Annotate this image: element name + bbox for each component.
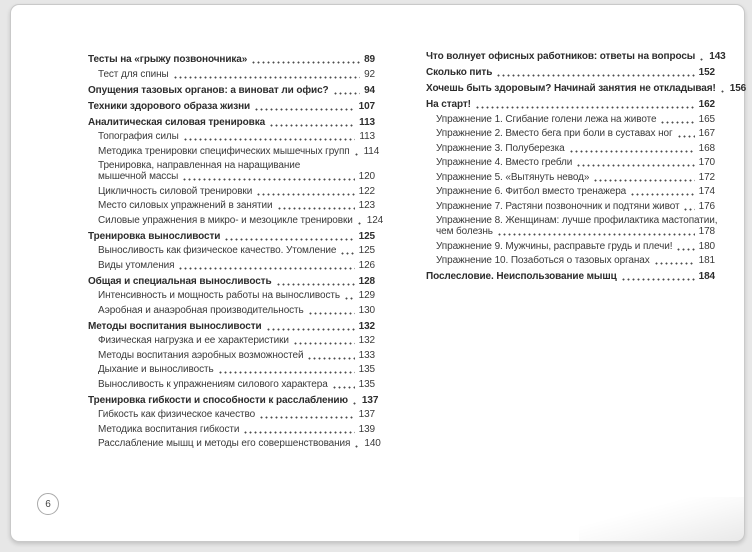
- toc-entry: [426, 157, 715, 168]
- toc-entry-page: 107: [358, 100, 375, 112]
- toc-entry: [88, 214, 384, 226]
- toc-entry: [88, 305, 375, 316]
- toc-entry-title: Методы воспитания выносливости: [88, 320, 262, 332]
- dot-leader: [243, 431, 354, 434]
- toc-entry-title: Тренировка выносливости: [88, 230, 221, 242]
- toc-entry-title: чем болезнь: [436, 226, 493, 237]
- toc-entry-page: 114: [363, 145, 380, 157]
- toc-entry: [426, 271, 715, 282]
- dot-leader: [333, 92, 361, 95]
- toc-entry: [88, 200, 375, 211]
- dot-leader: [569, 150, 695, 153]
- toc-entry-title: Что волнует офисных работников: ответы на вопросы: [426, 51, 696, 62]
- toc-entry: [88, 335, 375, 346]
- toc-entry-page: 167: [698, 128, 715, 139]
- dot-leader: [266, 328, 355, 331]
- toc-entry-title: Виды утомления: [98, 259, 175, 271]
- toc-entry-page: 126: [358, 259, 375, 271]
- dot-leader: [654, 262, 695, 265]
- dot-leader: [277, 207, 355, 210]
- toc-entry-page: 140: [364, 438, 381, 449]
- toc-entry-title: Аналитическая силовая тренировка: [88, 116, 266, 128]
- toc-entry-title: Упражнение 9. Мужчины, расправьте грудь и плечи!: [436, 240, 673, 252]
- toc-entry-page: 137: [361, 394, 379, 406]
- dot-leader: [307, 357, 354, 360]
- toc-entry-page: 123: [358, 200, 375, 211]
- toc-entry: [88, 54, 375, 65]
- toc-entry-title: Тренировка гибкости и способности к расслаблению: [88, 394, 348, 406]
- dot-leader: [251, 61, 360, 64]
- toc-entry-page: 135: [358, 364, 375, 375]
- toc-entry: [88, 131, 375, 142]
- toc-entry: [88, 85, 375, 96]
- toc-entry-title: Упражнение 7. Растяни позвоночник и подтяни живот: [436, 200, 680, 212]
- toc-entry-page: 162: [698, 99, 715, 110]
- toc-entry: [88, 145, 380, 157]
- toc-entry-title: Выносливость к упражнениям силового характера: [98, 378, 328, 390]
- dot-leader: [683, 208, 694, 211]
- toc-entry: [426, 99, 715, 110]
- dot-leader: [332, 386, 355, 389]
- toc-entry-title: Физическая нагрузка и ее характеристики: [98, 335, 289, 346]
- toc-entry-page: 172: [698, 171, 715, 183]
- dot-leader: [660, 121, 694, 124]
- toc-entry-title: Упражнение 3. Полуберезка: [436, 142, 565, 154]
- toc-entry: [88, 409, 375, 420]
- dot-leader: [269, 124, 355, 127]
- toc-entry: [88, 350, 375, 361]
- toc-entry-page: 176: [698, 200, 715, 212]
- dot-leader: [178, 267, 354, 270]
- toc-entry-page: 129: [358, 290, 375, 301]
- toc-entry-title: Цикличность силовой тренировки: [98, 185, 253, 197]
- toc-entry-page: 135: [358, 378, 375, 390]
- toc-entry: [426, 215, 718, 237]
- toc-entry-page: 124: [366, 214, 384, 226]
- toc-entry-title: Силовые упражнения в микро- и мезоцикле тренировки: [98, 214, 353, 226]
- toc-entry-page: 128: [358, 275, 375, 287]
- toc-entry-page: 174: [698, 186, 715, 197]
- toc-entry-page: 125: [358, 245, 375, 256]
- toc-entry-title: Упражнение 8. Женщинам: лучше профилактика мастопатии,: [436, 215, 718, 226]
- toc-left-column: [88, 54, 384, 453]
- dot-leader: [593, 179, 694, 182]
- dot-leader: [183, 138, 356, 141]
- dot-leader: [630, 193, 694, 196]
- toc-entry: [426, 255, 715, 266]
- toc-entry-page: 184: [698, 271, 715, 282]
- toc-entry: [88, 231, 375, 242]
- page-curl-shade: [579, 497, 744, 541]
- toc-entry-page: 125: [358, 230, 375, 242]
- dot-leader: [676, 248, 694, 251]
- dot-leader: [699, 58, 705, 61]
- toc-entry: [88, 276, 375, 287]
- dot-leader: [354, 445, 360, 448]
- dot-leader: [218, 371, 355, 374]
- toc-right-column: [426, 51, 747, 286]
- toc-entry: [88, 290, 375, 301]
- toc-entry: [88, 260, 375, 271]
- toc-entry: [88, 245, 375, 256]
- toc-entry-title: Топография силы: [98, 131, 179, 142]
- toc-entry: [426, 201, 715, 212]
- page-number-badge: [37, 493, 59, 515]
- toc-entry-title: Дыхание и выносливость: [98, 364, 214, 375]
- dot-leader: [173, 76, 360, 79]
- toc-entry: [426, 241, 715, 252]
- toc-entry-title: Хочешь быть здоровым? Начинай занятия не откладывая!: [426, 83, 716, 94]
- toc-entry-page: 181: [698, 255, 715, 266]
- dot-leader: [621, 278, 695, 281]
- dot-leader: [259, 416, 355, 419]
- toc-entry-page: 137: [358, 409, 375, 420]
- toc-entry-title: Упражнение 4. Вместо гребли: [436, 157, 573, 168]
- toc-entry-title: Тест для спины: [98, 68, 169, 80]
- toc-entry-title: Упражнение 1. Сгибание голени лежа на животе: [436, 113, 657, 125]
- toc-entry-title: Тренировка, направленная на наращивание: [98, 160, 301, 171]
- toc-entry-title: Методы воспитания аэробных возможностей: [98, 349, 304, 361]
- toc-entry-page: 165: [698, 113, 715, 125]
- toc-entry-title: Опущения тазовых органов: а виноват ли офис?: [88, 84, 329, 96]
- toc-entry-title: Сколько пить: [426, 67, 493, 78]
- toc-entry: [426, 143, 715, 154]
- dot-leader: [496, 74, 694, 77]
- toc-entry-page: 143: [709, 51, 726, 62]
- dot-leader: [340, 252, 354, 255]
- toc-entry-title: Выносливость как физическое качество. Утомление: [98, 245, 337, 256]
- toc-entry-page: 180: [698, 240, 715, 252]
- toc-entry: [88, 424, 375, 435]
- dot-leader: [254, 108, 355, 111]
- toc-entry: [426, 172, 715, 183]
- dot-leader: [720, 90, 726, 93]
- toc-entry-page: 122: [358, 185, 375, 197]
- toc-entry-title: Тесты на «грыжу позвоночника»: [88, 54, 248, 65]
- dot-leader: [576, 164, 694, 167]
- dot-leader: [357, 222, 363, 225]
- book-page: [10, 4, 745, 542]
- dot-leader: [677, 135, 695, 138]
- toc-entry: [88, 364, 375, 375]
- toc-entry-title: Гибкость как физическое качество: [98, 409, 256, 420]
- toc-entry-page: 152: [698, 67, 715, 78]
- toc-entry-title: Упражнение 6. Фитбол вместо тренажера: [436, 186, 627, 197]
- toc-entry-title: Послесловие. Неиспользование мышц: [426, 271, 617, 282]
- toc-entry: [88, 160, 375, 182]
- toc-entry-page: 133: [358, 349, 375, 361]
- toc-entry-title: Методика тренировки специфических мышечных групп: [98, 145, 350, 157]
- toc-entry-title: Место силовых упражнений в занятии: [98, 200, 273, 211]
- toc-entry-title: Расслабление мышц и методы его совершенствования: [98, 438, 351, 449]
- toc-entry: [88, 321, 375, 332]
- toc-entry: [88, 186, 375, 197]
- toc-entry-page: 113: [359, 131, 375, 142]
- dot-leader: [344, 297, 355, 300]
- toc-entry-page: 92: [364, 68, 375, 80]
- toc-entry-title: Методика воспитания гибкости: [98, 423, 240, 435]
- toc-entry: [88, 69, 375, 80]
- toc-entry: [426, 114, 715, 125]
- toc-entry-title: На старт!: [426, 99, 471, 110]
- dot-leader: [224, 238, 354, 241]
- toc-entry-title: Общая и специальная выносливость: [88, 275, 272, 287]
- toc-entry: [426, 67, 715, 78]
- toc-entry: [88, 438, 381, 449]
- toc-entry-title: Упражнение 2. Вместо бега при боли в суставах ног: [436, 128, 673, 139]
- dot-leader: [354, 153, 360, 156]
- toc-entry: [88, 379, 375, 390]
- toc-entry: [426, 83, 747, 94]
- toc-entry: [426, 186, 715, 197]
- toc-entry-title: Интенсивность и мощность работы на выносливость: [98, 290, 340, 301]
- toc-entry-page: 113: [359, 116, 375, 128]
- toc-entry-page: 156: [729, 83, 747, 94]
- dot-leader: [256, 193, 354, 196]
- toc-entry-page: 132: [358, 335, 375, 346]
- toc-entry: [88, 117, 375, 128]
- dot-leader: [293, 342, 355, 345]
- toc-entry-page: 130: [358, 304, 375, 316]
- toc-entry-page: 170: [698, 157, 715, 168]
- toc-entry: [426, 51, 726, 62]
- dot-leader: [182, 178, 354, 181]
- toc-entry-page: 178: [698, 226, 715, 237]
- toc-entry: [88, 101, 375, 112]
- toc-entry-page: 94: [364, 84, 375, 96]
- toc-entry-title: Упражнение 5. «Вытянуть невод»: [436, 171, 590, 183]
- toc-entry-title: Аэробная и анаэробная производительность: [98, 304, 304, 316]
- page-number: 6: [45, 498, 51, 510]
- toc-entry: [88, 394, 379, 406]
- dot-leader: [308, 312, 355, 315]
- toc-entry-page: 89: [364, 54, 375, 65]
- toc-entry: [426, 128, 715, 139]
- dot-leader: [497, 233, 695, 236]
- toc-entry-title: мышечной массы: [98, 171, 179, 182]
- dot-leader: [276, 283, 355, 286]
- toc-entry-page: 132: [358, 320, 375, 332]
- dot-leader: [475, 106, 695, 109]
- toc-entry-page: 168: [698, 142, 715, 154]
- toc-entry-page: 120: [358, 171, 375, 182]
- toc-entry-title: Упражнение 10. Позаботься о тазовых органах: [436, 255, 650, 266]
- toc-entry-title: Техники здорового образа жизни: [88, 100, 251, 112]
- dot-leader: [352, 402, 358, 405]
- toc-entry-page: 139: [358, 423, 375, 435]
